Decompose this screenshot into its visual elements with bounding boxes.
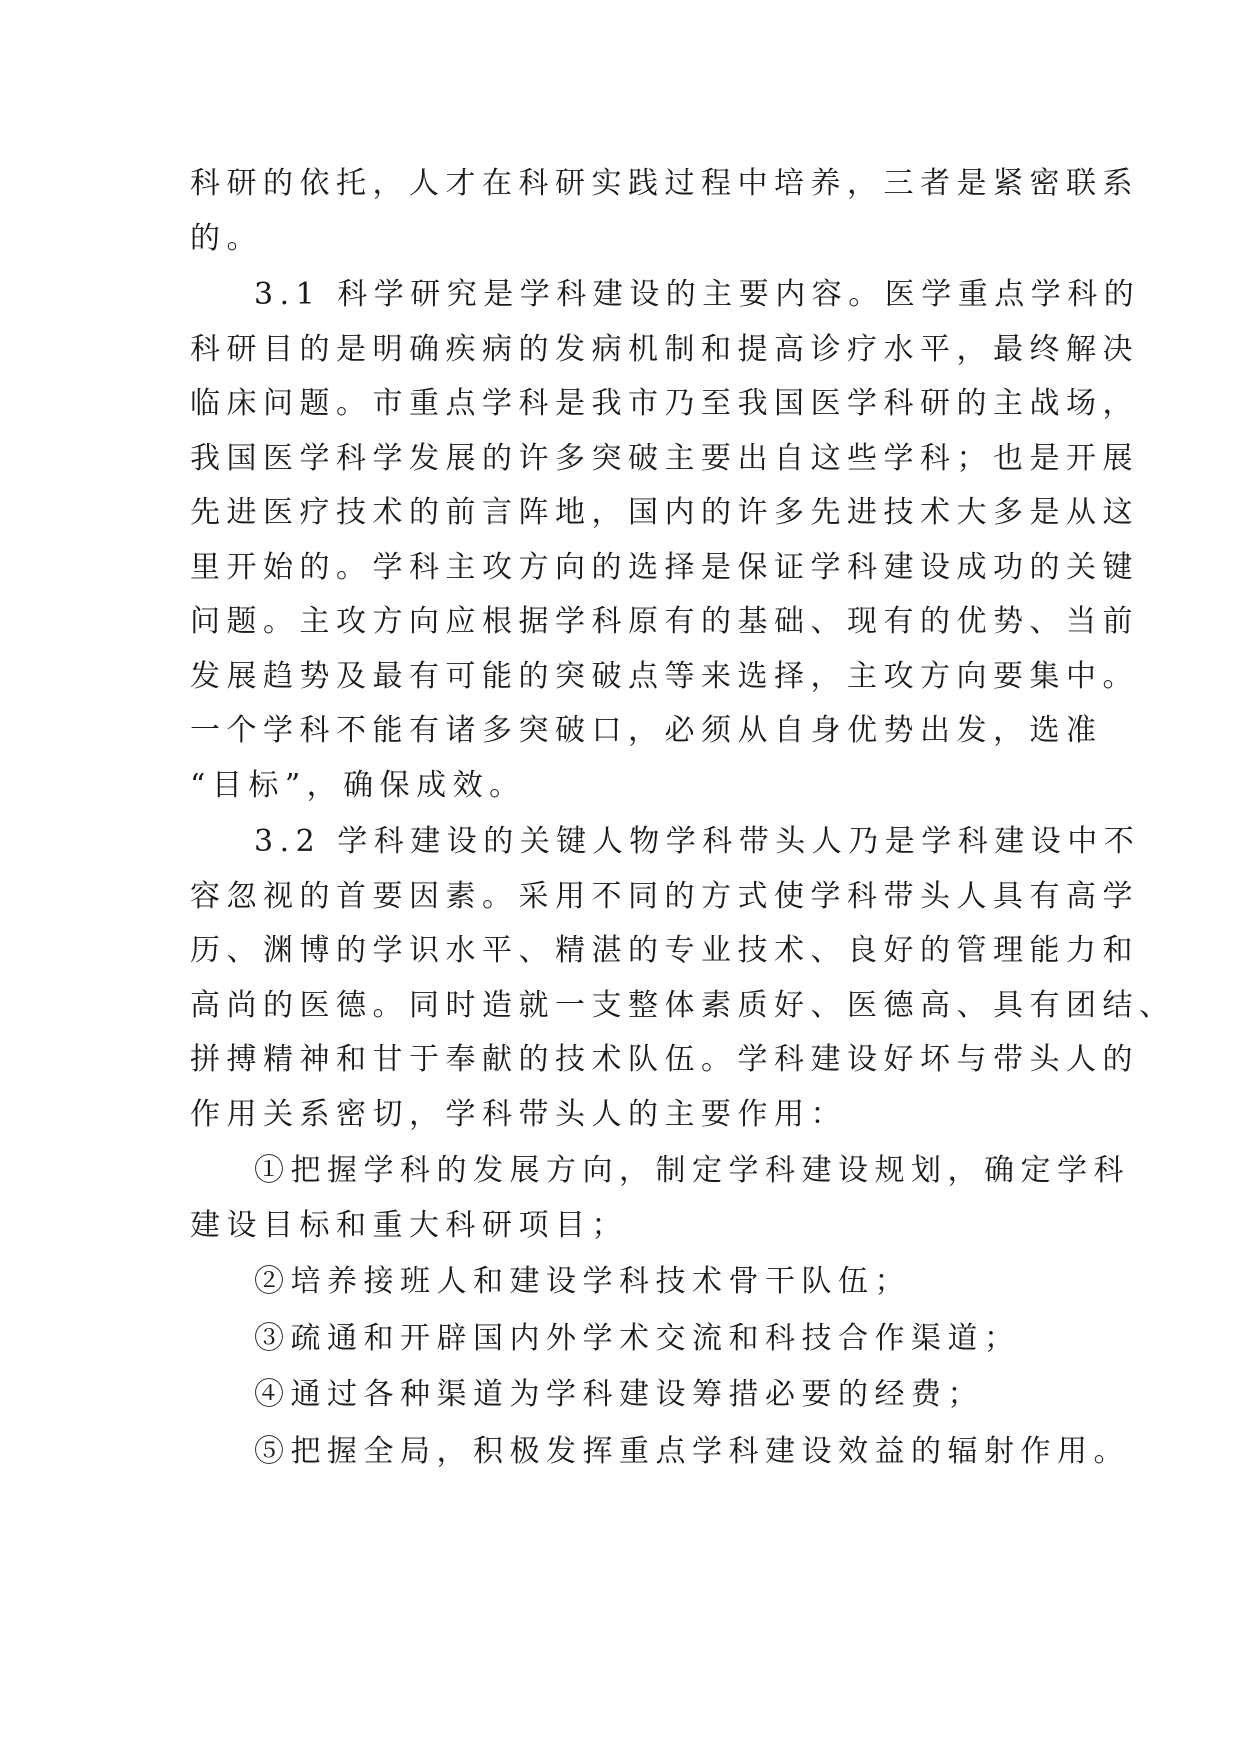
text-line: ③疏通和开辟国内外学术交流和科技合作渠道； <box>254 1320 1021 1356</box>
text-line: 里开始的。学科主攻方向的选择是保证学科建设成功的关键 <box>190 549 1139 585</box>
list-item-4 <box>190 1368 1070 1423</box>
text-line: 的。 <box>190 220 263 256</box>
text-line: 临床问题。市重点学科是我市乃至我国医学科研的主战场， <box>190 386 1139 421</box>
text-line: 3.1 科学研究是学科建设的主要内容。医学重点学科的 <box>254 277 1141 312</box>
list-item-3 <box>190 1312 1070 1367</box>
text-line: ①把握学科的发展方向，制定学科建设规划，确定学科 <box>254 1153 1130 1188</box>
text-line: 问题。主攻方向应根据学科原有的基础、现有的优势、当前 <box>190 604 1139 639</box>
text-line: ⑤把握全局，积极发挥重点学科建设效益的辐射作用。 <box>254 1433 1130 1469</box>
text-line: 科研目的是明确疾病的发病机制和提高诊疗水平，最终解决 <box>190 331 1139 367</box>
text-line: “目标”，确保成效。 <box>190 767 526 803</box>
list-item-1 <box>190 1144 1130 1253</box>
text-line: 3.2 学科建设的关键人物学科带头人乃是学科建设中不 <box>254 824 1141 859</box>
paragraph-section-3-1 <box>190 268 1141 813</box>
text-line: 历、渊博的学识水平、精湛的专业技术、良好的管理能力和 <box>190 933 1139 968</box>
text-line: ④通过各种渠道为学科建设筹措必要的经费； <box>254 1377 984 1412</box>
document-body <box>190 157 1176 1479</box>
text-line: 一个学科不能有诸多突破口，必须从自身优势出发，选准 <box>190 713 1103 748</box>
paragraph-section-3-2 <box>190 815 1176 1142</box>
text-line: 科研的依托，人才在科研实践过程中培养，三者是紧密联系 <box>190 166 1139 201</box>
text-line: 建设目标和重大科研项目； <box>190 1207 628 1243</box>
text-line: 高尚的医德。同时造就一支整体素质好、医德高、具有团结、 <box>190 987 1176 1023</box>
list-item-2 <box>190 1255 1070 1310</box>
text-line: 先进医疗技术的前言阵地，国内的许多先进技术大多是从这 <box>190 495 1139 530</box>
text-line: 发展趋势及最有可能的突破点等来选择，主攻方向要集中。 <box>190 658 1139 694</box>
text-line: ②培养接班人和建设学科技术骨干队伍； <box>254 1264 911 1299</box>
text-line: 作用关系密切，学科带头人的主要作用： <box>190 1096 847 1132</box>
text-line: 容忽视的首要因素。采用不同的方式使学科带头人具有高学 <box>190 878 1139 914</box>
text-line: 我国医学科学发展的许多突破主要出自这些学科；也是开展 <box>190 440 1139 476</box>
text-line: 拼搏精神和甘于奉献的技术队伍。学科建设好坏与带头人的 <box>190 1042 1139 1077</box>
paragraph-intro-tail <box>190 157 1139 266</box>
list-item-5 <box>190 1425 1130 1480</box>
